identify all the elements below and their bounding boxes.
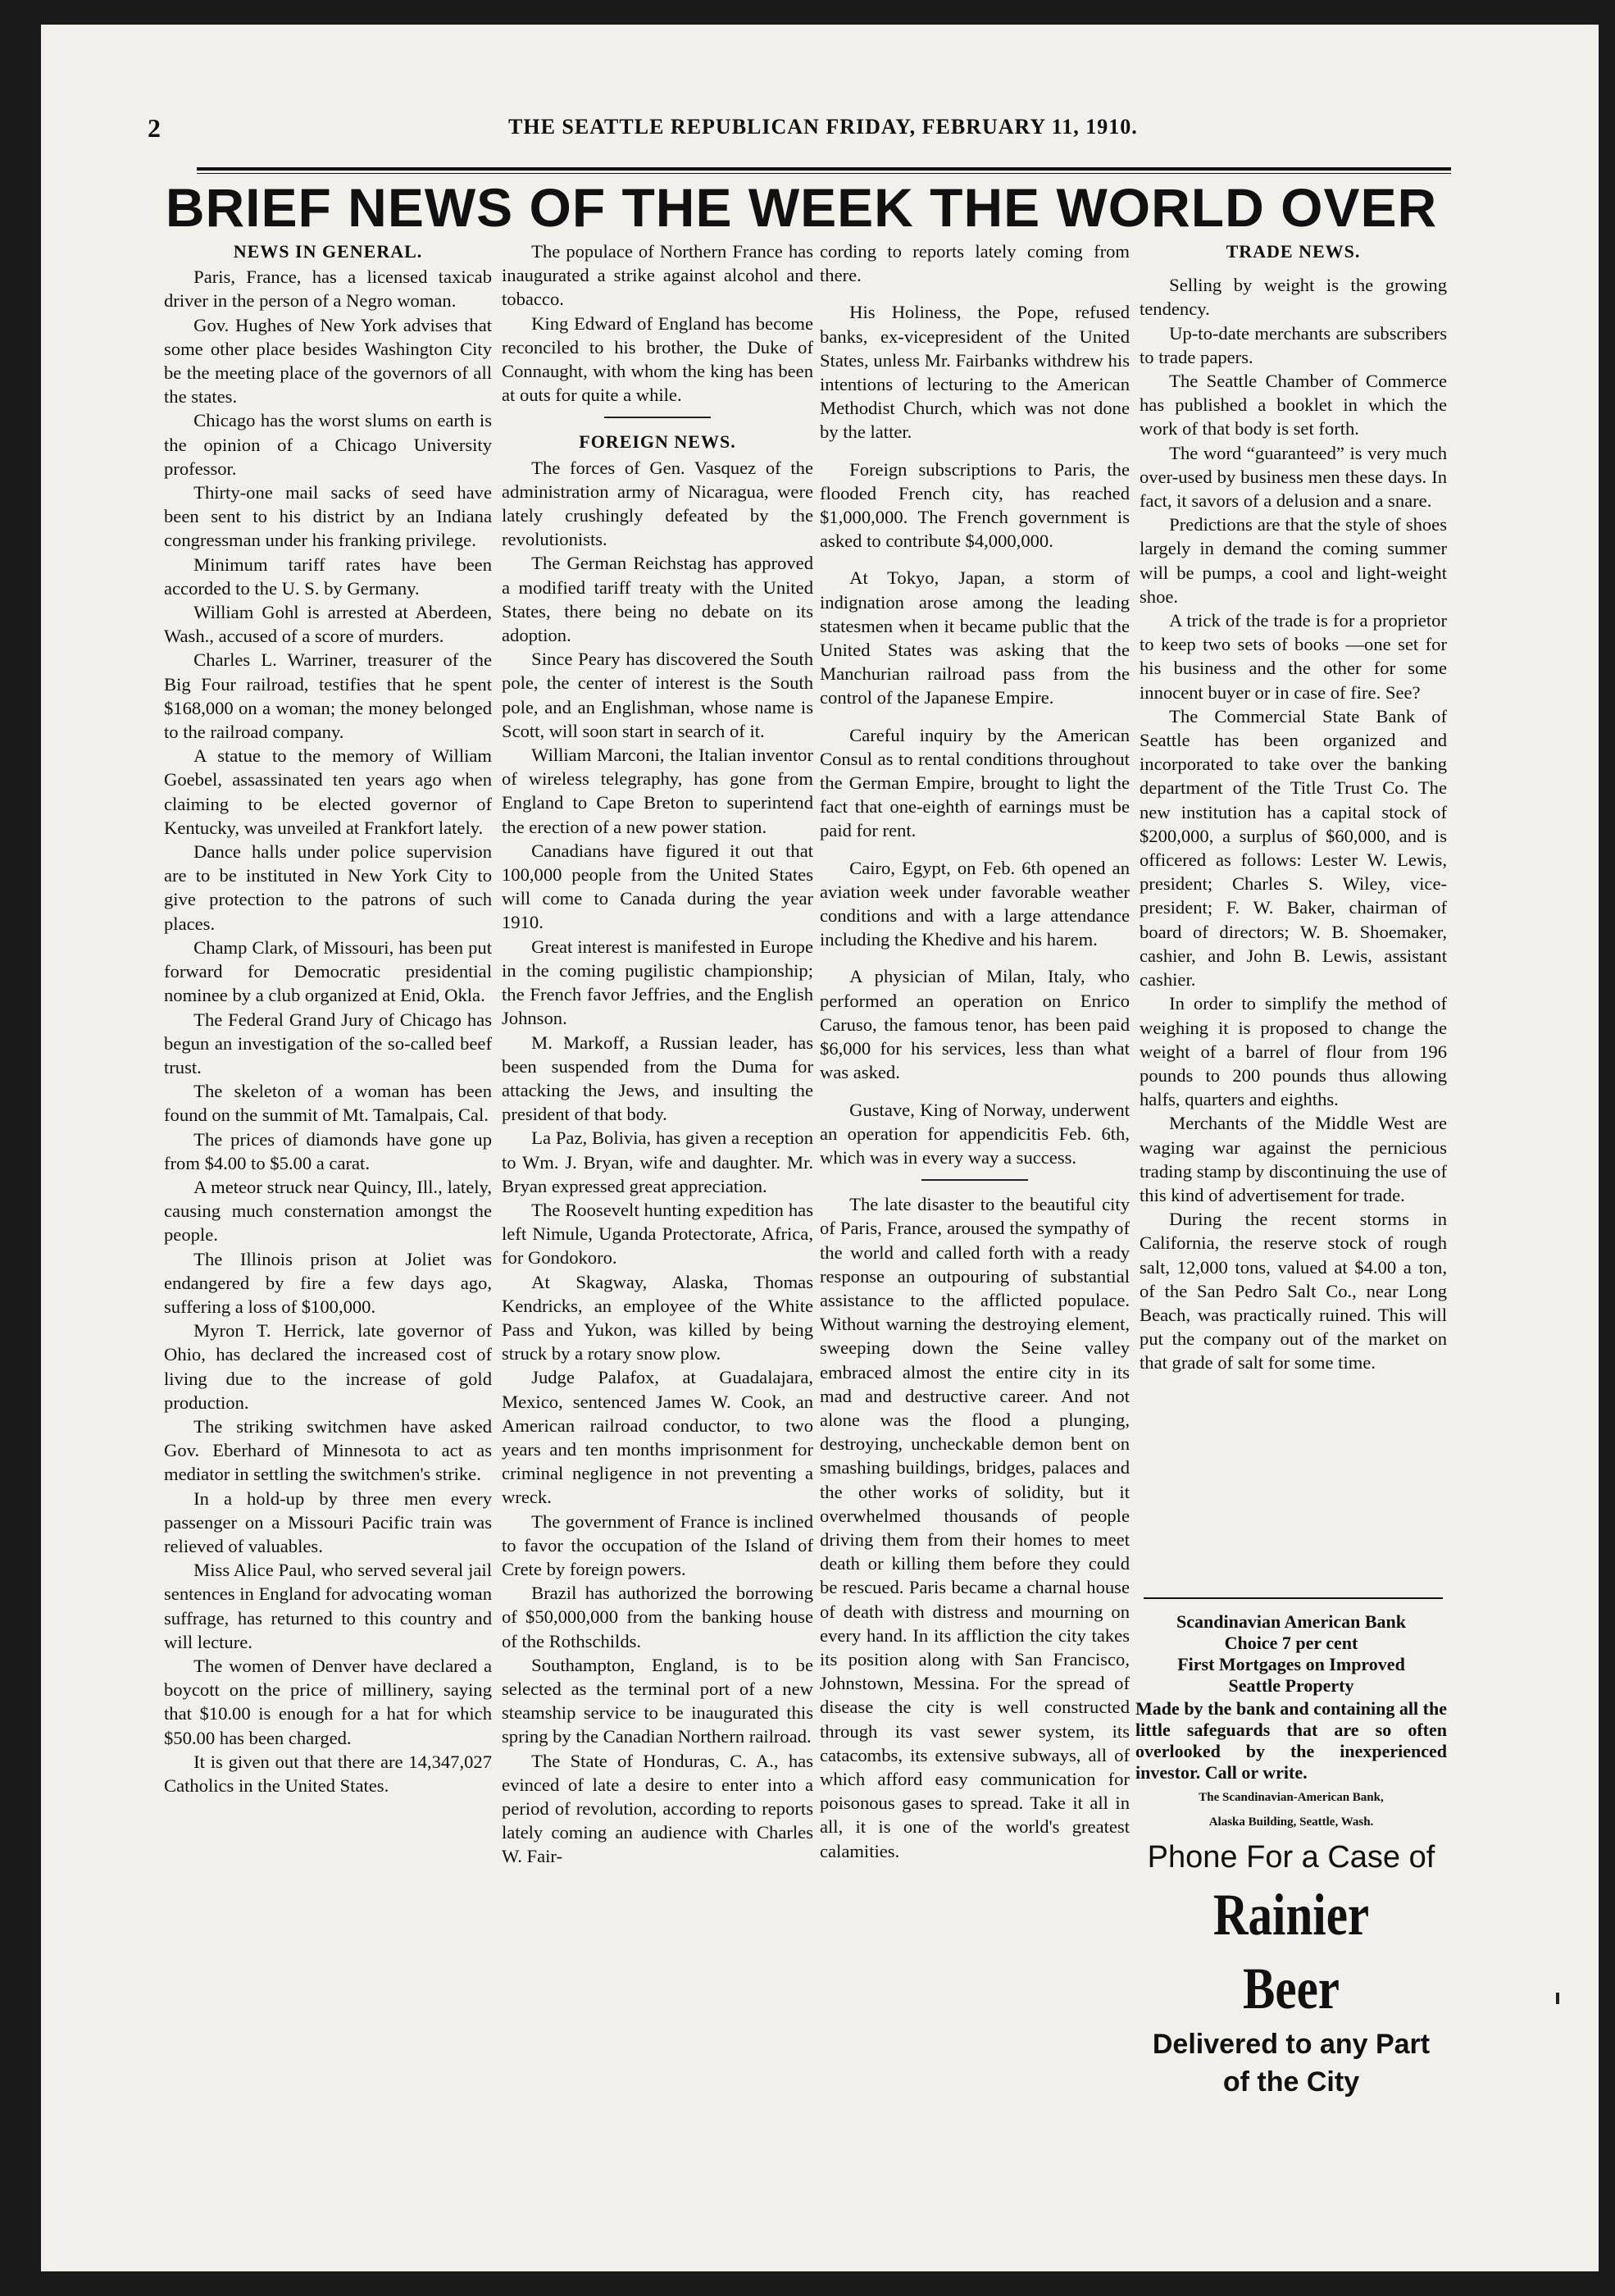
news-item: The forces of Gen. Vasquez of the administration army of Nicaragua, were lately crushingly defeated by the revolutionists. <box>502 457 813 550</box>
news-item: Minimum tariff rates have been accorded to the U. S. by Germany. <box>164 554 492 599</box>
page-headline: BRIEF NEWS OF THE WEEK THE WORLD OVER <box>165 177 1438 238</box>
news-item: The late disaster to the beautiful city of Paris, France, aroused the sympathy of the world and called forth with a ready response an outpouring of substantial assistance to the afflicted populace. Without warning the destroying element, sweeping down the Seine valley embraced almost the entire city in its mad and destructive career. And not alone was the flood a plunging, destroying, uncheckable demon bent on smashing buildings, bridges, palaces and the other works of solidity, but it overwhelmed thousands of people driving them from their homes to meet death or killing them before they could be rescued. Paris became a charnal house of death with distress and mourning on every hand. In its affliction the city takes its position along with San Francisco, Johnstown, Messina. For the spread of disease the city is well constructed through its vast sewer system, its catacombs, its extensive subways, all of which afford easy communication for poisonous gases to spread. Take it all in all, it is one of the world's greatest calamities. <box>820 1194 1130 1861</box>
news-item: At Skagway, Alaska, Thomas Kendricks, an employee of the White Pass and Yukon, was killed by being struck by a rotary snow plow. <box>502 1271 813 1364</box>
news-item: At Tokyo, Japan, a storm of indignation arose among the leading statesmen when it became public that the United States was asking that the Manchurian railroad pass from the control of the Japanese Empire. <box>820 567 1130 708</box>
news-item: Careful inquiry by the American Consul as to rental conditions throughout the German Empire, brought to light the fact that one-eighth of earnings must be paid for rent. <box>820 724 1130 841</box>
ad-beer-brand: Rainier Beer <box>1212 1882 1370 2021</box>
news-item: Myron T. Herrick, late governor of Ohio, has declared the increased cost of living due to the increase of gold production. <box>164 1320 492 1413</box>
header-rule-thin <box>197 173 1451 174</box>
news-item: The striking switchmen have asked Gov. Eberhard of Minnesota to act as mediator in settling the switchmen's strike. <box>164 1415 492 1485</box>
news-item: Southampton, England, is to be selected as the terminal port of a new steamship service to be inaugurated this spring by the Canadian Northern railroad. <box>502 1654 813 1747</box>
news-item: La Paz, Bolivia, has given a reception to Wm. J. Bryan, wife and daughter. Mr. Bryan expressed great appreciation. <box>502 1128 813 1196</box>
section-heading-foreign-news: FOREIGN NEWS. <box>579 431 736 453</box>
news-item: Gov. Hughes of New York advises that some other place besides Washington City be the meeting place of the governors of all the states. <box>164 314 492 408</box>
news-item: The government of France is inclined to favor the occupation of the Island of Crete by foreign powers. <box>502 1510 813 1579</box>
section-heading-trade-news: TRADE NEWS. <box>1226 241 1361 262</box>
ad-bank-address-line2: Alaska Building, Seattle, Wash. <box>1208 1815 1374 1829</box>
news-item: Paris, France, has a licensed taxicab driver in the person of a Negro woman. <box>164 266 492 312</box>
news-item: Canadians have figured it out that 100,000 people from the United States will come to Canada during the year 1910. <box>502 840 813 933</box>
column-world-news-continued <box>820 239 1130 1863</box>
news-item: A physician of Milan, Italy, who performed an operation on Enrico Caruso, the famous tenor, has been paid $6,000 for his services, less than what was asked. <box>820 966 1130 1083</box>
masthead: THE SEATTLE REPUBLICAN FRIDAY, FEBRUARY 11, 1910. <box>508 115 1138 139</box>
news-item: A trick of the trade is for a proprietor to keep two sets of books —one set for his business and the other for some innocent buyer or in case of fire. See? <box>1140 610 1447 703</box>
news-item: His Holiness, the Pope, refused banks, ex-vicepresident of the United States, unless Mr. Fairbanks withdrew his intentions of lecturing to the American Methodist Church, which was not done by the latter. <box>820 302 1130 443</box>
news-item: Dance halls under police supervision are to be instituted in New York City to give protection to the patrons of such places. <box>164 841 492 934</box>
news-item: M. Markoff, a Russian leader, has been suspended from the Duma for attacking the Jews, and insulting the president of that body. <box>502 1032 813 1125</box>
news-item: The Seattle Chamber of Commerce has published a booklet in which the work of that body is set forth. <box>1140 371 1447 440</box>
ad-bank-offer-line3: First Mortgages on Improved <box>1177 1654 1405 1674</box>
section-divider <box>604 417 711 418</box>
column-foreign-news <box>502 239 813 1869</box>
page-number: 2 <box>148 113 161 143</box>
page-header <box>148 113 1459 154</box>
news-item: The skeleton of a woman has been found on the summit of Mt. Tamalpais, Cal. <box>164 1081 492 1126</box>
ad-beer-line1: Phone For a Case of <box>1147 1840 1435 1875</box>
news-item: Cairo, Egypt, on Feb. 6th opened an aviation week under favorable weather conditions and with a large attendance including the Khedive and his harem. <box>820 857 1130 950</box>
section-divider <box>921 1179 1028 1181</box>
news-item: The women of Denver have declared a boycott on the price of millinery, saying that $10.00 is enough for a hat for which $50.00 has been charged. <box>164 1655 492 1748</box>
news-item: The State of Honduras, C. A., has evinced of late a desire to enter into a period of revolution, according to reports lately coming an audience with Charles W. Fair- <box>502 1750 813 1867</box>
news-item: Champ Clark, of Missouri, has been put forward for Democratic presidential nominee by a club organized at Enid, Okla. <box>164 936 492 1006</box>
ad-bank-address-line1: The Scandinavian-American Bank, <box>1199 1791 1384 1804</box>
column-news-in-general <box>164 239 492 1797</box>
news-item: The word “guaranteed” is very much over-used by business men these days. In fact, it savors of a delusion and a snare. <box>1140 442 1447 512</box>
news-item: Charles L. Warriner, treasurer of the Big Four railroad, testifies that he spent $168,000 on a woman; the money belonged to the railroad company. <box>164 649 492 743</box>
ad-bank-offer: Choice 7 per cent <box>1224 1633 1358 1653</box>
ad-divider <box>1144 1597 1443 1599</box>
header-rule <box>197 167 1451 171</box>
news-item: Foreign subscriptions to Paris, the flooded French city, has reached $1,000,000. The French government is asked to contribute $4,000,000. <box>820 458 1130 552</box>
news-item: Thirty-one mail sacks of seed have been sent to his district by an Indiana congressman under his franking privilege. <box>164 482 492 551</box>
news-item: King Edward of England has become reconciled to his brother, the Duke of Connaught, with whom the king has been at outs for quite a while. <box>502 312 813 406</box>
news-item: In order to simplify the method of weighing it is proposed to change the weight of a barrel of flour from 196 pounds to 200 pounds thus allowing halfs, quarters and eighths. <box>1140 993 1447 1110</box>
news-item: The German Reichstag has approved a modified tariff treaty with the United States, there being no debate on its adoption. <box>502 553 813 646</box>
news-item: William Gohl is arrested at Aberdeen, Wash., accused of a score of murders. <box>164 602 492 647</box>
news-item: During the recent storms in California, the reserve stock of rough salt, 12,000 tons, valued at $4.00 a ton, of the San Pedro Salt Co., near Long Beach, was practically ruined. This will put the company out of the market on that grade of salt for some time. <box>1140 1209 1447 1374</box>
ad-bank-name: Scandinavian American Bank <box>1176 1611 1406 1632</box>
news-item: Miss Alice Paul, who served several jail sentences in England for advocating woman suffrage, has returned to this country and will lecture. <box>164 1560 492 1652</box>
ad-beer-line4: of the City <box>1222 2066 1360 2098</box>
news-item: The Roosevelt hunting expedition has left Nimule, Uganda Protectorate, Africa, for Gondokoro. <box>502 1199 813 1269</box>
news-item: Selling by weight is the growing tendency. <box>1140 275 1447 320</box>
news-item: Brazil has authorized the borrowing of $50,000,000 from the banking house of the Rothschilds. <box>502 1583 813 1651</box>
news-item: The Federal Grand Jury of Chicago has begun an investigation of the so-called beef trust. <box>164 1009 492 1077</box>
ad-bank-body: Made by the bank and containing all the little safeguards that are so often overlooked by the inexperienced investor. Call or write. <box>1135 1698 1447 1783</box>
news-item: Since Peary has discovered the South pole, the center of interest is the South pole, and an Englishman, whose name is Scott, will soon start in search of it. <box>502 649 813 741</box>
news-item: It is given out that there are 14,347,027 Catholics in the United States. <box>164 1751 492 1796</box>
news-item: Judge Palafox, at Guadalajara, Mexico, sentenced James W. Cook, an American railroad conductor, to two years and ten months imprisonment for criminal negligence in not preventing a wreck. <box>502 1367 813 1508</box>
news-item: A meteor struck near Quincy, Ill., lately, causing much consternation amongst the people. <box>164 1176 492 1246</box>
news-item: The prices of diamonds have gone up from $4.00 to $5.00 a carat. <box>164 1128 492 1173</box>
news-item: Great interest is manifested in Europe in the coming pugilistic championship; the French favor Jeffries, and the English Johnson. <box>502 936 813 1029</box>
news-item: A statue to the memory of William Goebel, assassinated ten years ago when claiming to be elected governor of Kentucky, was unveiled at Frankfort lately. <box>164 745 492 838</box>
news-item: Gustave, King of Norway, underwent an operation for appendicitis Feb. 6th, which was in every way a success. <box>820 1099 1130 1168</box>
ad-bank-offer-line4: Seattle Property <box>1228 1675 1354 1696</box>
news-item: In a hold-up by three men every passenger on a Missouri Pacific train was relieved of valuables. <box>164 1487 492 1556</box>
section-heading-news-in-general: NEWS IN GENERAL. <box>233 241 423 262</box>
print-speck <box>1556 1993 1559 2004</box>
news-item: Merchants of the Middle West are waging war against the pernicious trading stamp by discontinuing the use of this kind of advertisement for trade. <box>1140 1113 1447 1205</box>
column-trade-news <box>1140 239 1447 1375</box>
bank-advertisement <box>1135 1611 1447 1833</box>
ad-beer-line3: Delivered to any Part <box>1152 2029 1431 2060</box>
news-item: Up-to-date merchants are subscribers to trade papers. <box>1140 322 1447 367</box>
news-item: The Illinois prison at Joliet was endangered by fire a few days ago, suffering a loss of $100,000. <box>164 1248 492 1317</box>
news-item: Chicago has the worst slums on earth is the opinion of a Chicago University professor. <box>164 410 492 479</box>
news-item: cording to reports lately coming from there. <box>820 241 1130 286</box>
news-item: William Marconi, the Italian inventor of wireless telegraphy, has gone from England to Cape Breton to superintend the erection of a new power station. <box>502 745 813 837</box>
beer-advertisement <box>1131 1837 1451 2101</box>
news-item: Predictions are that the style of shoes largely in demand the coming summer will be pumps, a cool and light-weight shoe. <box>1140 514 1447 607</box>
news-item: The Commercial State Bank of Seattle has been organized and incorporated to take over the banking department of the Title Trust Co. The new institution has a capital stock of $200,000, a surplus of $60,000, and is officered as follows: Lester W. Lewis, president; Charles S. Wiley, vice-president; F. W. Baker, chairman of board of directors; W. B. Shoemaker, cashier, and John B. Lewis, assistant cashier. <box>1140 705 1447 991</box>
news-item: The populace of Northern France has inaugurated a strike against alcohol and tobacco. <box>502 241 813 310</box>
